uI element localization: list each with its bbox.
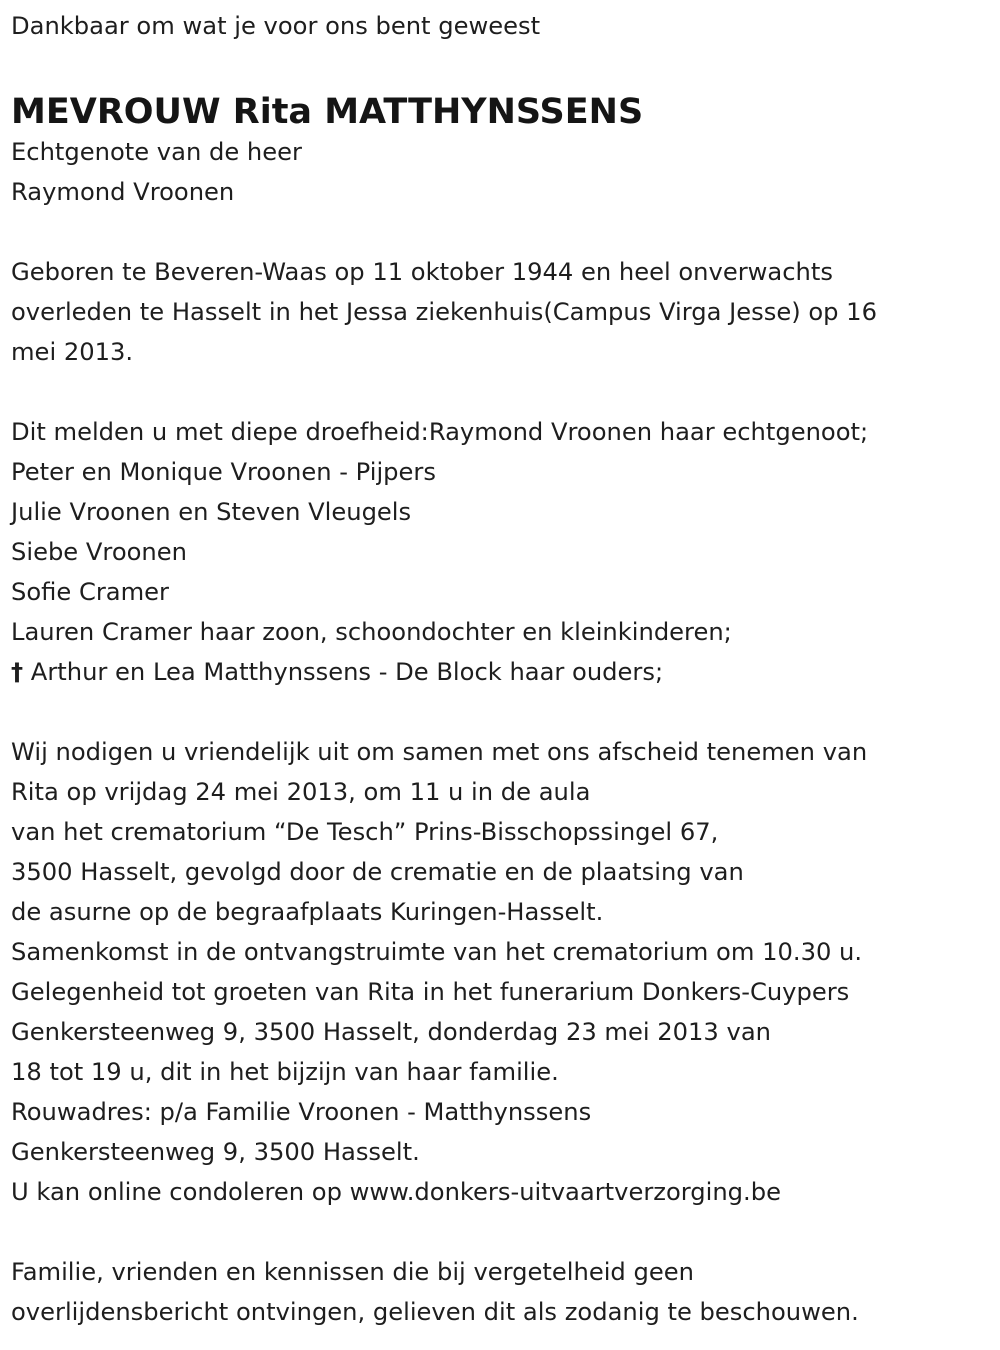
ceremony-line: de asurne op de begraafplaats Kuringen-Hasselt.	[11, 898, 604, 926]
ceremony-line: Genkersteenweg 9, 3500 Hasselt.	[11, 1138, 420, 1166]
spouse-line-1: Echtgenote van de heer	[11, 138, 302, 166]
ceremony-line: Genkersteenweg 9, 3500 Hasselt, donderdag 23 mei 2013 van	[11, 1018, 771, 1046]
ceremony-line: Gelegenheid tot groeten van Rita in het funerarium Donkers-Cuypers	[11, 978, 850, 1006]
cross-icon: †	[11, 658, 24, 686]
spacer	[11, 46, 990, 86]
spacer	[11, 372, 990, 412]
condolence-line: U kan online condoleren op www.donkers-uitvaartverzorging.be	[11, 1178, 781, 1206]
mourners-line: Dit melden u met diepe droefheid:Raymond Vroonen haar echtgenoot;	[11, 418, 869, 446]
intro-text: Dankbaar om wat je voor ons bent geweest	[11, 12, 541, 40]
mourners-line: Peter en Monique Vroonen - Pijpers	[11, 458, 436, 486]
closing-line: overlijdensbericht ontvingen, gelieven dit als zodanig te beschouwen.	[11, 1298, 859, 1326]
ceremony-line: Rouwadres: p/a Familie Vroonen - Matthynssens	[11, 1098, 592, 1126]
ceremony-line: 18 tot 19 u, dit in het bijzijn van haar familie.	[11, 1058, 559, 1086]
parents-line	[11, 652, 990, 692]
deceased-name: MEVROUW Rita MATTHYNSSENS	[11, 92, 644, 132]
spouse-line-2: Raymond Vroonen	[11, 178, 235, 206]
closing-line: Familie, vrienden en kennissen die bij vergetelheid geen	[11, 1258, 694, 1286]
birth-death-line: Geboren te Beveren-Waas op 11 oktober 1944 en heel onverwachts	[11, 258, 833, 286]
ceremony-line: Samenkomst in de ontvangstruimte van het crematorium om 10.30 u.	[11, 938, 863, 966]
spacer	[11, 212, 990, 252]
mourners-line: Julie Vroonen en Steven Vleugels	[11, 498, 412, 526]
spacer	[11, 1212, 990, 1252]
ceremony-line: 3500 Hasselt, gevolgd door de crematie en de plaatsing van	[11, 858, 744, 886]
parents-text: Arthur en Lea Matthynssens - De Block haar ouders;	[23, 658, 664, 686]
mourners-line: Lauren Cramer haar zoon, schoondochter en kleinkinderen;	[11, 618, 732, 646]
mourners-line: Sofie Cramer	[11, 578, 169, 606]
spacer	[11, 692, 990, 732]
birth-death-line: overleden te Hasselt in het Jessa ziekenhuis(Campus Virga Jesse) op 16	[11, 298, 877, 326]
ceremony-line: van het crematorium “De Tesch” Prins-Bisschopssingel 67,	[11, 818, 719, 846]
mourners-line: Siebe Vroonen	[11, 538, 187, 566]
birth-death-line: mei 2013.	[11, 338, 134, 366]
ceremony-line: Rita op vrijdag 24 mei 2013, om 11 u in de aula	[11, 778, 591, 806]
ceremony-line: Wij nodigen u vriendelijk uit om samen met ons afscheid tenemen van	[11, 738, 868, 766]
